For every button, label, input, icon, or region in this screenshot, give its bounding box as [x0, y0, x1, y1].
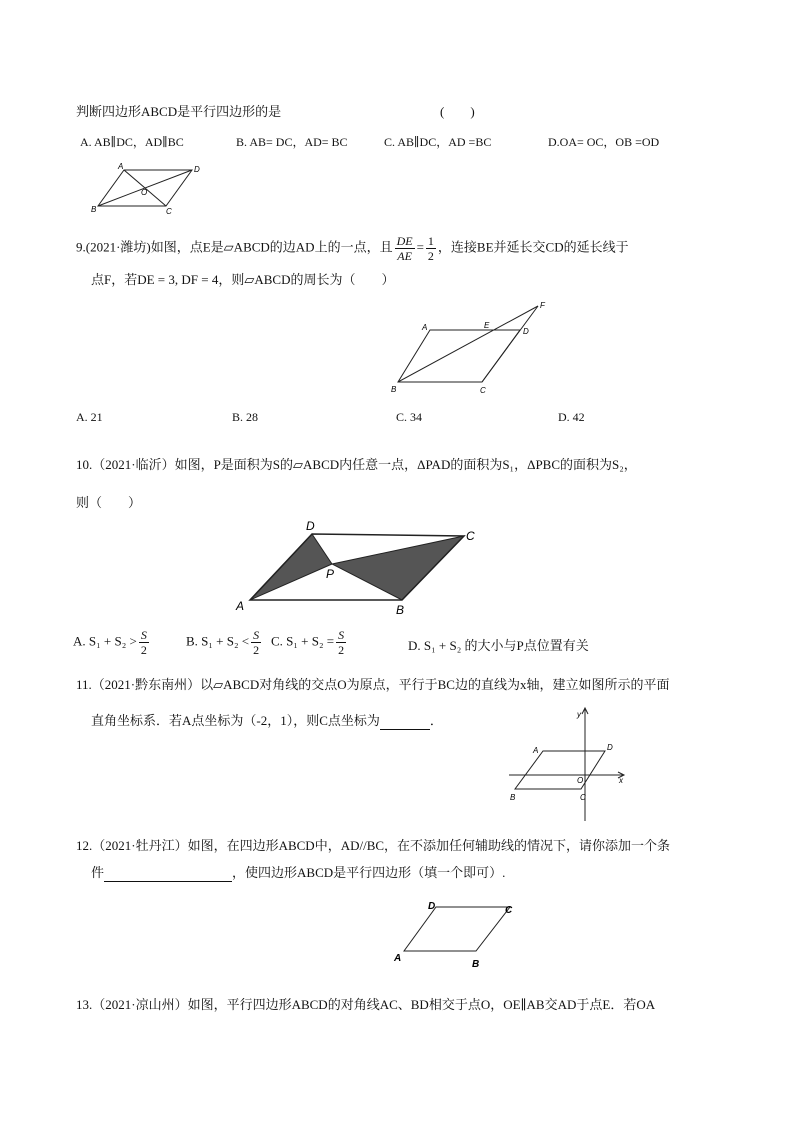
q11-label-d: D [607, 743, 613, 752]
q9-fraction-half [426, 234, 436, 263]
q12-parallelogram [404, 907, 510, 951]
q12-line1: 12.（2021·牡丹江）如图，在四边形ABCD中，AD//BC，在不添加任何辅助线的情况下，请你添加一个条 [76, 838, 671, 853]
q9-line-bf [398, 306, 538, 382]
q9-option-b[interactable]: B. 28 [232, 410, 259, 424]
q12-label-b: B [472, 959, 480, 970]
q8-stem-text: 判断四边形ABCD是平行四边形的是 [76, 104, 282, 119]
q12-answer-blank[interactable] [104, 865, 232, 882]
q10-figure [230, 520, 490, 620]
q10-option-b[interactable] [186, 628, 263, 657]
q11-line1: 11.（2021·黔东南州）以▱ABCD对角线的交点O为原点，平行于BC边的直线为x轴，建立如图所示的平面 [76, 677, 670, 692]
q9-frac1-num: DE [396, 234, 413, 248]
q11-label-a: A [533, 746, 539, 755]
q9-label-c: C [480, 386, 486, 395]
q8-label-o: O [141, 188, 148, 197]
q10-label-c: C [466, 529, 475, 543]
q8-option-d[interactable]: D.OA= OC，OB =OD [548, 135, 660, 149]
q12-line2-pre: 件 [91, 865, 105, 880]
q12-label-a: A [394, 953, 402, 964]
q12-figure [390, 895, 530, 975]
q10-label-p: P [326, 567, 335, 581]
q9-figure [390, 300, 550, 396]
q10-label-a: A [236, 599, 245, 613]
q8-label-b: B [91, 205, 97, 214]
q10-triangle-pad [250, 534, 335, 600]
q9-frac2-num: 1 [427, 234, 434, 248]
q13-line1: 13.（2021·凉山州）如图，平行四边形ABCD的对角线AC、BD相交于点O，OE∥AB交AD于点E．若OA [76, 997, 656, 1012]
q11-label-b: B [510, 793, 516, 802]
q8-option-b[interactable]: B. AB= DC，AD= BC [236, 135, 348, 149]
q10-opt-a-frac [139, 628, 149, 657]
q11-label-c: C [580, 793, 586, 802]
q11-parallelogram [515, 751, 605, 789]
q9-line1-pre: 9.(2021·潍坊)如图，点E是▱ABCD的边AD上的一点，且 [76, 239, 393, 255]
q11-label-o: O [577, 776, 584, 785]
q12-line2-post: ，使四边形ABCD是平行四边形（填一个即可）. [232, 865, 506, 880]
q10-label-d: D [306, 519, 315, 533]
q9-frac1-den: AE [397, 249, 412, 263]
q11-answer-blank[interactable] [380, 713, 430, 730]
q9-label-b: B [391, 385, 397, 394]
q10-opt-c-den: 2 [338, 643, 345, 657]
q11-line2-end: ． [429, 713, 443, 728]
q9-option-c[interactable]: C. 34 [396, 410, 423, 424]
q11-figure [505, 705, 635, 825]
q9-option-a[interactable]: A. 21 [76, 410, 103, 424]
q9-label-e: E [484, 321, 490, 330]
q10-triangle-pbc [332, 536, 464, 600]
q8-stem [76, 103, 281, 121]
q9-line1-post: ，连接BE并延长交CD的延长线于 [437, 239, 629, 255]
q9-frac2-den: 2 [427, 249, 434, 263]
q10-option-a[interactable] [73, 628, 151, 657]
q10-opt-b-text: B. S₁ + S₂ < [186, 633, 250, 649]
q10-line1: 10.（2021·临沂）如图，P是面积为S的▱ABCD内任意一点，ΔPAD的面积为S₁，ΔPBC的面积为S₂， [76, 457, 637, 472]
q10-opt-c-num: S [338, 628, 345, 642]
q8-figure [90, 160, 210, 216]
q12-label-d: D [428, 901, 436, 912]
q8-label-d: D [194, 165, 200, 174]
q10-opt-c-frac [336, 628, 346, 657]
q12-label-c: C [505, 905, 513, 916]
q10-opt-a-den: 2 [140, 643, 147, 657]
q9-label-d: D [523, 327, 529, 336]
q9-line-cf [482, 306, 538, 382]
q10-opt-b-frac [251, 628, 261, 657]
q11-label-x: x [619, 776, 623, 785]
q10-option-c[interactable] [271, 628, 348, 657]
q10-opt-a-num: S [140, 628, 147, 642]
q9-label-a: A [422, 323, 428, 332]
q9-line2: 点F，若DE = 3, DF = 4，则▱ABCD的周长为（ ） [91, 272, 395, 287]
q11-label-y: y [577, 710, 581, 719]
q12-line2 [91, 864, 505, 882]
q10-opt-a-text: A. S₁ + S₂ > [73, 633, 137, 649]
q10-opt-b-den: 2 [253, 643, 260, 657]
q10-opt-b-num: S [253, 628, 260, 642]
q11-line2 [91, 712, 443, 730]
q8-option-a[interactable]: A. AB∥DC，AD∥BC [80, 135, 184, 149]
q10-opt-c-text: C. S₁ + S₂ = [271, 633, 335, 649]
q9-label-f: F [540, 301, 545, 310]
q11-line2-text: 直角坐标系．若A点坐标为（-2，1），则C点坐标为 [91, 713, 380, 728]
q10-line2: 则（ ） [76, 495, 142, 510]
q8-label-c: C [166, 207, 172, 216]
q8-paren: ( ) [440, 104, 475, 119]
q8-option-c[interactable]: C. AB∥DC，AD =BC [384, 135, 492, 149]
q9-option-d[interactable]: D. 42 [558, 410, 585, 424]
q10-option-d[interactable]: D. S₁ + S₂ 的大小与P点位置有关 [408, 638, 589, 653]
q9-line1 [76, 234, 629, 263]
q9-eq: = [416, 239, 424, 255]
q8-label-a: A [118, 162, 124, 171]
q10-label-b: B [396, 603, 405, 617]
q9-fraction-de-ae [395, 234, 415, 263]
